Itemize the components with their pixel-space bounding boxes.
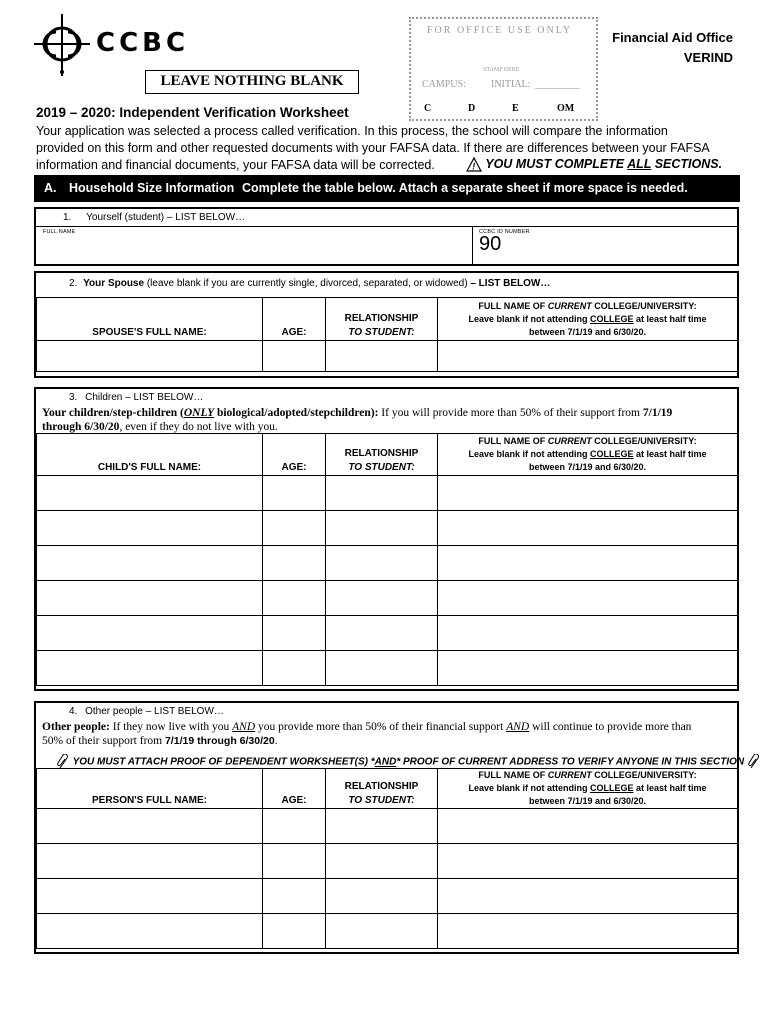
- child-name-input[interactable]: [37, 546, 263, 581]
- child-college-l2-post: at least half time: [633, 449, 707, 459]
- person-relationship-input[interactable]: [326, 879, 438, 914]
- person-college-header: [438, 769, 738, 809]
- child-college-l1-pre: FULL NAME OF: [478, 436, 548, 446]
- child-name-input[interactable]: [37, 511, 263, 546]
- spouse-age-input[interactable]: [263, 341, 326, 372]
- spouse-age-header: AGE:: [263, 298, 326, 341]
- warning-glyph: !: [472, 161, 476, 172]
- person-name-input[interactable]: [37, 879, 263, 914]
- stamp-label: STAMP HERE: [483, 67, 520, 73]
- table-row: [37, 844, 738, 879]
- child-name-input[interactable]: [37, 476, 263, 511]
- office-code-d: D: [468, 103, 476, 114]
- spouse-heading-tail: – LIST BELOW…: [470, 278, 551, 289]
- table-row: [37, 809, 738, 844]
- child-name-input[interactable]: [37, 581, 263, 616]
- child-college-l3: between 7/1/19 and 6/30/20.: [528, 462, 647, 472]
- child-college-input[interactable]: [438, 616, 738, 651]
- children-desc-date1: 7/1/19: [642, 407, 673, 419]
- ccbc-id-label: CCBC ID NUMBER: [479, 229, 530, 235]
- children-heading: [69, 392, 203, 403]
- person-college-l1-post: COLLEGE/UNIVERSITY:: [591, 770, 697, 780]
- others-description: [42, 720, 732, 748]
- initial-blank: _________: [535, 79, 580, 90]
- yourself-heading: [63, 212, 245, 223]
- child-age-input[interactable]: [263, 546, 326, 581]
- person-college-input[interactable]: [438, 844, 738, 879]
- child-rel-line1: RELATIONSHIP: [344, 448, 419, 459]
- logo-wordmark: CCBC: [96, 28, 190, 58]
- person-rel-line1: RELATIONSHIP: [344, 781, 419, 792]
- table-row: [37, 581, 738, 616]
- child-age-input[interactable]: [263, 616, 326, 651]
- intro-line-1: Your application was selected a process called verification. In this process, the school will compare the information: [36, 124, 668, 138]
- child-relationship-input[interactable]: [326, 511, 438, 546]
- leave-nothing-blank: LEAVE NOTHING BLANK: [145, 70, 359, 94]
- must-complete-notice: [466, 157, 722, 172]
- others-desc-1: Other people:: [42, 721, 110, 733]
- spouse-heading-note: (leave blank if you are currently single, divorced, separated, or widowed): [144, 278, 471, 289]
- person-relationship-input[interactable]: [326, 844, 438, 879]
- spouse-rel-line2: TO STUDENT:: [348, 327, 415, 338]
- ccbc-logo: [32, 14, 192, 76]
- spouse-college-l2-post: at least half time: [633, 313, 707, 324]
- others-heading: [69, 706, 224, 717]
- intro-line-2: provided on this form and other requested documents with your FAFSA data. If there are differences between your FAFSA: [36, 141, 710, 155]
- must-complete-pre: YOU MUST COMPLETE: [485, 157, 628, 171]
- person-college-l2-u: COLLEGE: [589, 783, 634, 793]
- spouse-heading: [69, 278, 550, 289]
- initial-label: INITIAL:: [491, 79, 531, 90]
- children-desc-3: If you will provide more than 50% of their support from: [378, 407, 643, 419]
- child-relationship-input[interactable]: [326, 546, 438, 581]
- must-complete-post: SECTIONS.: [651, 157, 723, 171]
- child-college-l2-u: COLLEGE: [589, 449, 634, 459]
- proof-text-1: YOU MUST ATTACH PROOF OF DEPENDENT WORKSHEET(S) *: [72, 756, 375, 768]
- child-relationship-input[interactable]: [326, 651, 438, 686]
- child-college-input[interactable]: [438, 581, 738, 616]
- children-desc-only: ONLY: [183, 407, 215, 419]
- child-college-input[interactable]: [438, 511, 738, 546]
- proof-text-2: * PROOF OF CURRENT ADDRESS TO VERIFY ANYONE IN THIS SECTION: [396, 756, 745, 768]
- others-desc-6: .: [274, 735, 278, 747]
- others-desc-3: you provide more than 50% of their financial support: [255, 721, 507, 733]
- spouse-college-l2-pre: Leave blank if not attending: [468, 313, 590, 324]
- person-age-input[interactable]: [263, 844, 326, 879]
- person-name-input[interactable]: [37, 914, 263, 949]
- ccbc-emblem-icon: [32, 14, 92, 76]
- table-row: [37, 511, 738, 546]
- children-desc-5: , even if they do not live with you.: [119, 421, 278, 433]
- person-name-header: PERSON'S FULL NAME:: [37, 769, 263, 809]
- campus-label: CAMPUS:: [422, 79, 466, 90]
- spouse-name-header: SPOUSE'S FULL NAME:: [37, 298, 263, 341]
- child-rel-line2: TO STUDENT:: [348, 462, 415, 473]
- paperclip-icon: [747, 754, 761, 770]
- spouse-heading-bold: Your Spouse: [83, 278, 145, 289]
- others-desc-and1: AND: [232, 721, 256, 733]
- children-header-row: [37, 434, 738, 476]
- table-row: [37, 914, 738, 949]
- child-age-input[interactable]: [263, 581, 326, 616]
- others-heading-text: Other people – LIST BELOW…: [85, 706, 224, 717]
- person-name-input[interactable]: [37, 809, 263, 844]
- office-use-title: FOR OFFICE USE ONLY: [427, 25, 573, 36]
- person-age-input[interactable]: [263, 809, 326, 844]
- section-yourself: [34, 207, 739, 266]
- child-age-header: AGE:: [263, 434, 326, 476]
- child-college-l2-pre: Leave blank if not attending: [468, 449, 590, 459]
- ccbc-id-value: 90: [479, 233, 502, 255]
- office-code-c: C: [424, 103, 432, 114]
- section-a-header: [34, 175, 740, 202]
- spouse-relationship-header: [326, 298, 438, 341]
- section-a-instruction: Complete the table below. Attach a separate sheet if more space is needed.: [242, 181, 688, 195]
- table-row: [37, 476, 738, 511]
- child-name-input[interactable]: [37, 616, 263, 651]
- child-relationship-header: [326, 434, 438, 476]
- table-row: [37, 341, 738, 372]
- section-a-letter: A.: [44, 181, 57, 195]
- spouse-college-l2-u: COLLEGE: [589, 313, 634, 324]
- office-name: Financial Aid Office: [612, 30, 733, 45]
- children-desc-2: biological/adopted/stepchildren):: [214, 407, 379, 419]
- child-name-header: CHILD'S FULL NAME:: [37, 434, 263, 476]
- child-name-input[interactable]: [37, 651, 263, 686]
- child-age-input[interactable]: [263, 511, 326, 546]
- child-relationship-input[interactable]: [326, 581, 438, 616]
- child-relationship-input[interactable]: [326, 476, 438, 511]
- others-table: [36, 768, 738, 949]
- spouse-number: 2.: [69, 278, 78, 289]
- child-college-input[interactable]: [438, 651, 738, 686]
- others-desc-4: will continue to provide more than: [529, 721, 692, 733]
- child-college-l1-em: CURRENT: [547, 436, 592, 446]
- form-code: VERIND: [683, 50, 733, 65]
- child-age-input[interactable]: [263, 651, 326, 686]
- spouse-college-l3: between 7/1/19 and 6/30/20.: [528, 326, 647, 337]
- spouse-college-header: [438, 298, 738, 341]
- children-heading-text: Children – LIST BELOW…: [85, 392, 204, 403]
- table-row: [37, 616, 738, 651]
- child-age-input[interactable]: [263, 476, 326, 511]
- person-college-l2-post: at least half time: [633, 783, 707, 793]
- spouse-table: [36, 297, 738, 372]
- children-desc-4: through 6/30/20: [42, 421, 120, 433]
- spouse-relationship-input[interactable]: [326, 341, 438, 372]
- person-age-input[interactable]: [263, 879, 326, 914]
- others-desc-2: If they now live with you: [109, 721, 233, 733]
- person-relationship-input[interactable]: [326, 809, 438, 844]
- child-college-input[interactable]: [438, 546, 738, 581]
- office-use-box: [409, 17, 598, 121]
- yourself-number: 1.: [63, 212, 72, 223]
- intro-line-3: information and financial documents, your FAFSA data will be corrected.: [36, 158, 435, 172]
- full-name-label: FULL NAME: [43, 229, 76, 235]
- spouse-college-input[interactable]: [438, 341, 738, 372]
- person-name-input[interactable]: [37, 844, 263, 879]
- person-college-l1-em: CURRENT: [547, 770, 592, 780]
- person-college-l2-pre: Leave blank if not attending: [468, 783, 590, 793]
- person-relationship-header: [326, 769, 438, 809]
- person-age-input[interactable]: [263, 914, 326, 949]
- full-name-field[interactable]: [36, 227, 472, 264]
- yourself-heading-text: Yourself (student) – LIST BELOW…: [86, 212, 246, 223]
- others-desc-dates: 7/1/19 through 6/30/20: [164, 735, 275, 747]
- person-college-l1-pre: FULL NAME OF: [478, 770, 548, 780]
- table-row: [37, 546, 738, 581]
- person-age-header: AGE:: [263, 769, 326, 809]
- warning-icon: [466, 157, 482, 172]
- office-code-e: E: [512, 103, 519, 114]
- children-number: 3.: [69, 392, 78, 403]
- others-desc-5: 50% of their support from: [42, 735, 165, 747]
- child-college-l1-post: COLLEGE/UNIVERSITY:: [591, 436, 697, 446]
- spouse-header-row: [37, 298, 738, 341]
- person-rel-line2: TO STUDENT:: [348, 795, 415, 806]
- table-row: [37, 879, 738, 914]
- person-college-input[interactable]: [438, 879, 738, 914]
- others-desc-and2: AND: [506, 721, 530, 733]
- table-row: [37, 651, 738, 686]
- spouse-college-l1-em: CURRENT: [547, 300, 592, 311]
- child-relationship-input[interactable]: [326, 616, 438, 651]
- worksheet-title: 2019 – 2020: Independent Verification Worksheet: [36, 105, 349, 120]
- ccbc-id-field[interactable]: [473, 227, 737, 264]
- others-number: 4.: [69, 706, 78, 717]
- spouse-college-l1-pre: FULL NAME OF: [478, 300, 548, 311]
- must-complete-all: ALL: [627, 157, 652, 171]
- children-desc-1: Your children/step-children (: [42, 407, 184, 419]
- person-college-l3: between 7/1/19 and 6/30/20.: [528, 796, 647, 806]
- spouse-name-input[interactable]: [37, 341, 263, 372]
- children-table: [36, 433, 738, 686]
- person-college-input[interactable]: [438, 914, 738, 949]
- child-college-header: [438, 434, 738, 476]
- person-college-input[interactable]: [438, 809, 738, 844]
- office-code-om: OM: [557, 103, 575, 114]
- others-header-row: [37, 769, 738, 809]
- children-description: [42, 406, 732, 434]
- proof-and: AND: [374, 756, 397, 768]
- person-relationship-input[interactable]: [326, 914, 438, 949]
- section-a-title: Household Size Information: [69, 181, 235, 195]
- spouse-college-l1-post: COLLEGE/UNIVERSITY:: [591, 300, 697, 311]
- child-college-input[interactable]: [438, 476, 738, 511]
- spouse-rel-line1: RELATIONSHIP: [344, 313, 419, 324]
